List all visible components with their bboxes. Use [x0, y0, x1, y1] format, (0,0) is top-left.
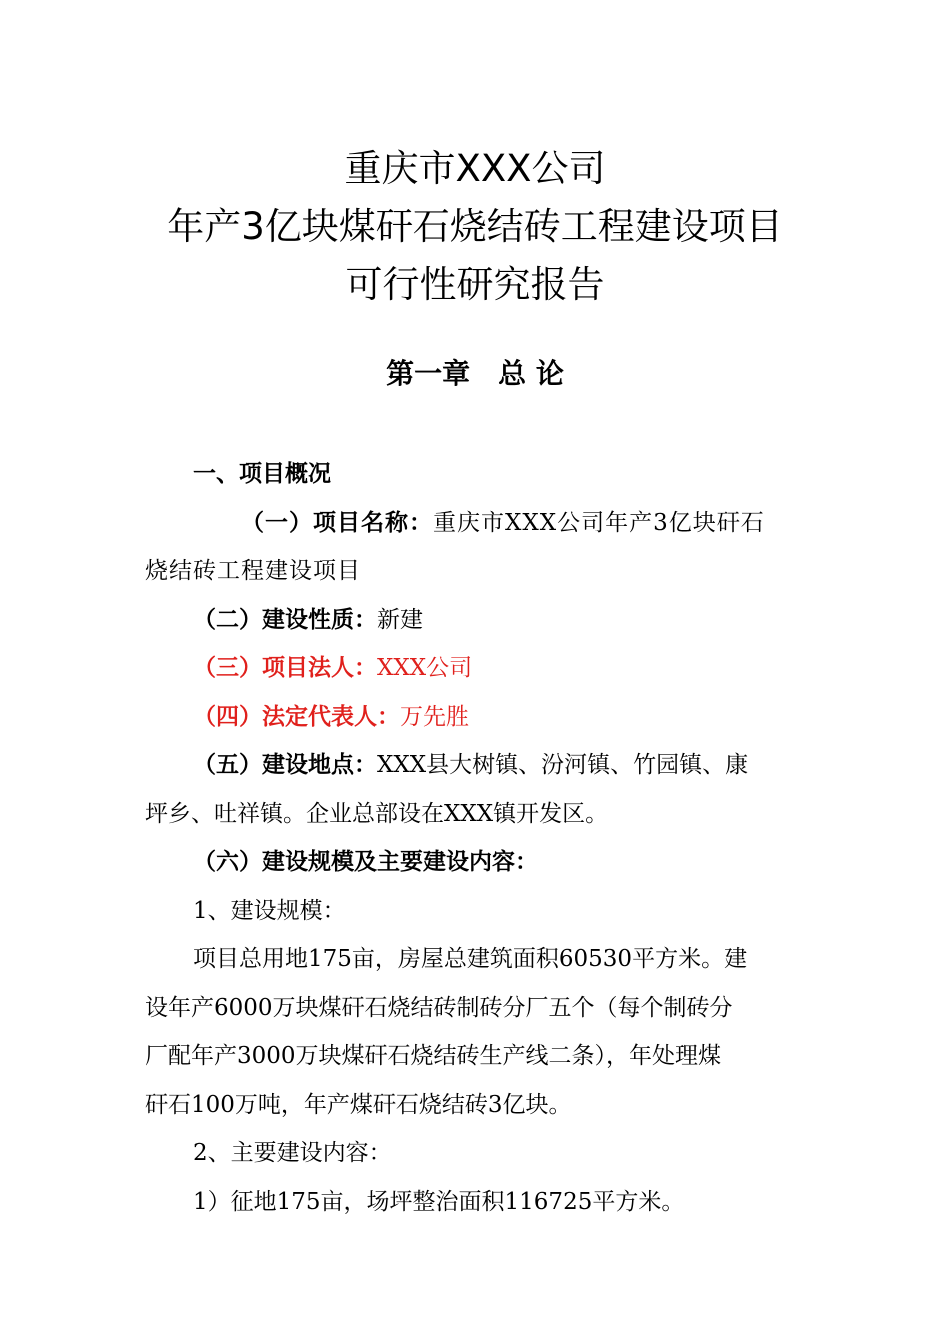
scale-paragraph-line: 项目总用地175亩，房屋总建筑面积60530平方米。建 — [193, 946, 748, 972]
scale-paragraph-line: 矸石100万吨，年产煤矸石烧结砖3亿块。 — [145, 1091, 572, 1118]
scale-paragraph-line: 厂配年产3000万块煤矸石烧结砖生产线二条），年处理煤 — [145, 1043, 722, 1069]
item-label: （四）法定代表人： — [193, 703, 400, 730]
content-item: 1）征地175亩，场坪整治面积116725平方米。 — [193, 1188, 685, 1215]
item-value: XXX县大树镇、汾河镇、竹园镇、康 — [377, 752, 749, 778]
item-value: XXX公司 — [377, 655, 473, 681]
section-heading: 一、项目概况 — [193, 461, 331, 487]
scale-heading: 1、建设规模： — [193, 897, 346, 924]
item-label: （一）项目名称： — [241, 509, 433, 536]
title-line-1: 重庆市XXX公司 — [344, 147, 606, 190]
title-line-3: 可行性研究报告 — [345, 263, 605, 306]
chapter-heading: 第一章 总 论 — [386, 357, 564, 390]
item-construction-nature — [145, 596, 807, 645]
item-location — [145, 741, 807, 790]
item-location-cont: 坪乡、吐祥镇。企业总部设在XXX镇开发区。 — [145, 800, 609, 827]
item-value: 重庆市XXX公司年产3亿块矸石 — [433, 509, 765, 536]
item-scale-content-heading: （六）建设规模及主要建设内容： — [193, 849, 538, 875]
document-body — [145, 450, 807, 1226]
content-heading: 2、主要建设内容： — [193, 1140, 392, 1166]
item-label: （三）项目法人： — [193, 655, 377, 681]
title-line-2: 年产3亿块煤矸石烧结砖工程建设项目 — [167, 205, 783, 248]
item-value: 新建 — [377, 606, 423, 633]
item-label: （二）建设性质： — [193, 606, 377, 633]
item-project-name — [145, 499, 807, 548]
item-project-name-cont: 烧结砖工程建设项目 — [145, 558, 361, 584]
report-title — [0, 140, 950, 314]
scale-paragraph-line: 设年产6000万块煤矸石烧结砖制砖分厂五个（每个制砖分 — [145, 994, 733, 1021]
item-legal-entity — [145, 644, 807, 693]
item-value: 万先胜 — [400, 703, 469, 730]
item-legal-representative — [145, 693, 807, 742]
item-label: （五）建设地点： — [193, 752, 377, 778]
